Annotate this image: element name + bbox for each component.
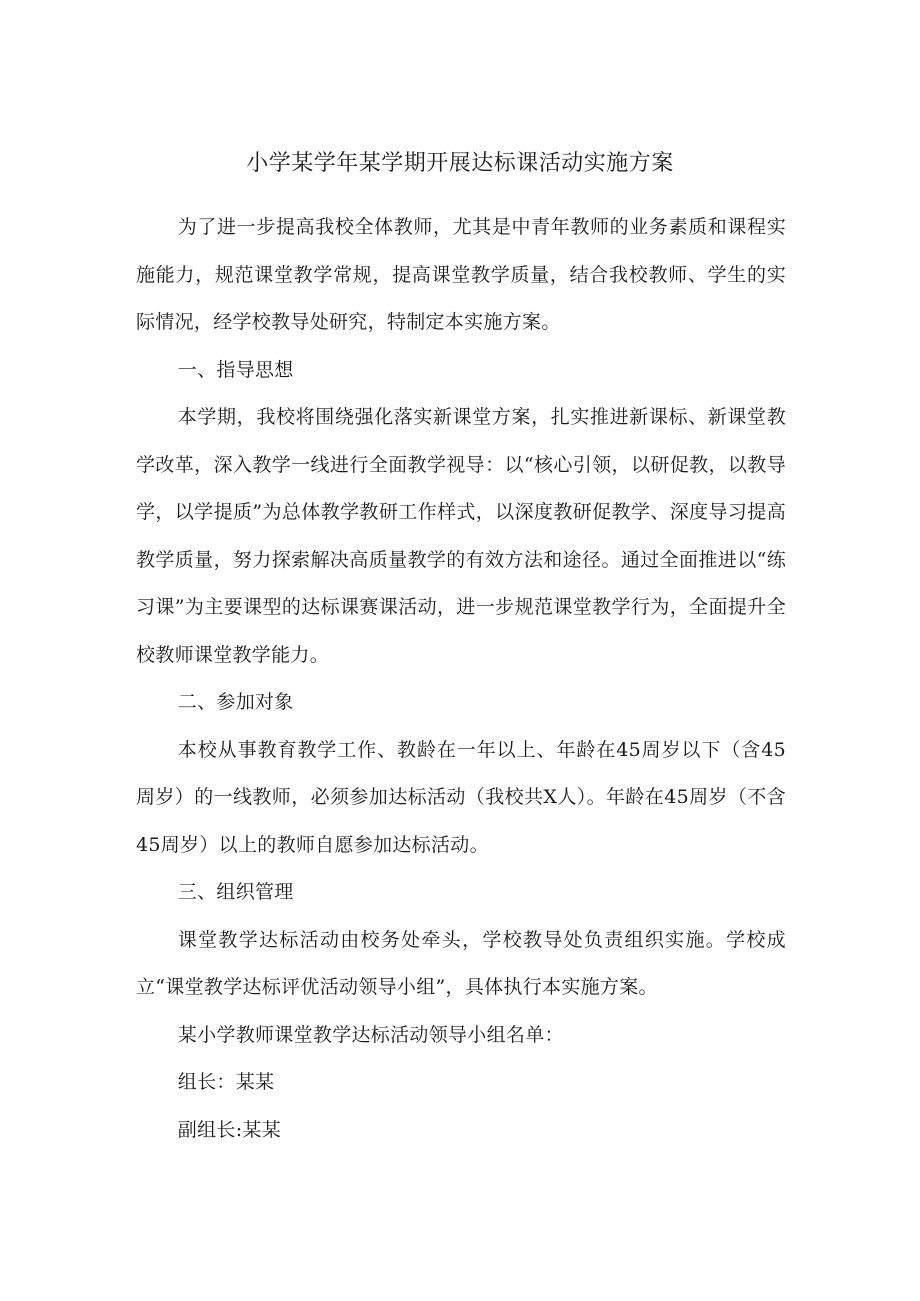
deputy-leader-line: 副组长:某某 — [177, 1118, 281, 1141]
section-heading-participants: 二、参加对象 — [177, 691, 294, 713]
intro-paragraph: 为了进一步提高我校全体教师，尤其是中青年教师的业务素质和课程实施能力，规范课堂教学常规，提高课堂教学质量，结合我校教师、学生的实际情况，经学校教导处研究，特制定本实施方案。 — [136, 216, 786, 333]
leader-line: 组长：某某 — [177, 1071, 275, 1093]
leadership-list-heading: 某小学教师课堂教学达标活动领导小组名单： — [177, 1023, 564, 1046]
guiding-thought-paragraph: 本学期，我校将围绕强化落实新课堂方案，扎实推进新课标、新课堂教学改革，深入教学一线进行全面教学视导：以“核心引领，以研促教，以教导学，以学提质”为总体教学教研工作样式，以深度教研促教学、深度导习提高教学质量，努力探索解决高质量教学的有效方法和途径。通过全面推进以“练习课”为主要课型的达标课赛课活动，进一步规范课堂教学行为，全面提升全校教师课堂教学能力。 — [136, 406, 786, 666]
organization-paragraph: 课堂教学达标活动由校务处牵头，学校教导处负责组织实施。学校成立“课堂教学达标评优活动领导小组”，具体执行本实施方案。 — [136, 928, 786, 998]
participants-paragraph: 本校从事教育教学工作、教龄在一年以上、年龄在45周岁以下（含45周岁）的一线教师，必须参加达标活动（我校共X人）。年龄在45周岁（不含45周岁）以上的教师自愿参加达标活动。 — [136, 738, 786, 856]
document-title: 小学某学年某学期开展达标课活动实施方案 — [246, 151, 674, 176]
section-heading-organization: 三、组织管理 — [177, 881, 294, 903]
document-body — [136, 204, 786, 1154]
section-heading-guiding-thought: 一、指导思想 — [177, 358, 294, 381]
